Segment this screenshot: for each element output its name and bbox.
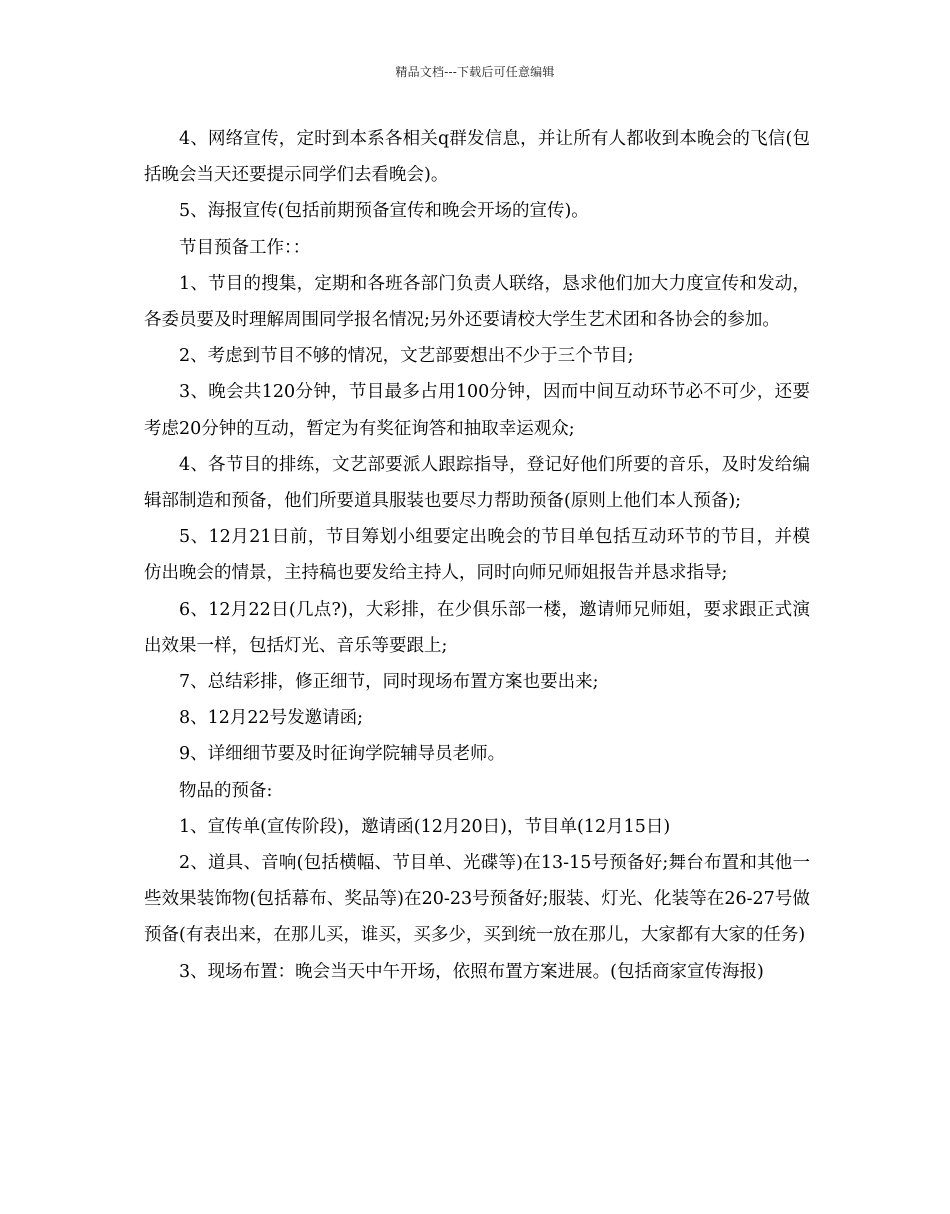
paragraph: 1、节目的搜集，定期和各班各部门负责人联络，恳求他们加大力度宣传和发动，各委员要及时理解周围同学报名情况;另外还要请校大学生艺术团和各协会的参加。 — [144, 273, 810, 331]
page-header: 精品文档---下载后可任意编辑 — [395, 65, 555, 79]
paragraph: 3、现场布置：晚会当天中午开场，依照布置方案进展。(包括商家宣传海报) — [179, 961, 764, 982]
paragraph: 5、海报宣传(包括前期预备宣传和晚会开场的宣传)。 — [179, 201, 589, 222]
document-body — [144, 121, 810, 990]
paragraph: 7、总结彩排，修正细节，同时现场布置方案也要出来; — [179, 672, 599, 693]
paragraph: 2、道具、音响(包括横幅、节目单、光碟等)在13-15号预备好;舞台布置和其他一些效果装饰物(包括幕布、奖品等)在20-23号预备好;服装、灯光、化装等在26-27号做预备(有表出来，在那儿买，谁买，买多少，买到统一放在那儿，大家都有大家的任务) — [144, 853, 810, 946]
paragraph: 8、12月22号发邀请函; — [179, 708, 364, 729]
paragraph: 2、考虑到节目不够的情况，文艺部要想出不少于三个节目; — [179, 346, 634, 367]
paragraph: 4、网络宣传，定时到本系各相关q群发信息，并让所有人都收到本晚会的飞信(包括晚会当天还要提示同学们去看晚会)。 — [144, 129, 810, 186]
section-heading: 节目预备工作：： — [179, 237, 311, 258]
section-heading: 物品的预备: — [179, 780, 273, 801]
paragraph: 1、宣传单(宣传阶段)，邀请函(12月20日)，节目单(12月15日) — [179, 816, 671, 837]
paragraph: 5、12月21日前，节目筹划小组要定出晚会的节目单包括互动环节的节目，并模仿出晚会的情景，主持稿也要发给主持人，同时向师兄师姐报告并恳求指导; — [144, 527, 810, 584]
paragraph: 6、12月22日(几点?)，大彩排，在少俱乐部一楼，邀请师兄师姐，要求跟正式演出效果一样，包括灯光、音乐等要跟上; — [144, 599, 810, 656]
paragraph: 4、各节目的排练，文艺部要派人跟踪指导，登记好他们所要的音乐，及时发给编辑部制造和预备，他们所要道具服装也要尽力帮助预备(原则上他们本人预备); — [144, 454, 810, 512]
paragraph: 3、晚会共120分钟，节目最多占用100分钟，因而中间互动环节必不可少，还要考虑20分钟的互动，暂定为有奖征询答和抽取幸运观众; — [144, 382, 810, 439]
paragraph: 9、详细细节要及时征询学院辅导员老师。 — [179, 744, 506, 765]
